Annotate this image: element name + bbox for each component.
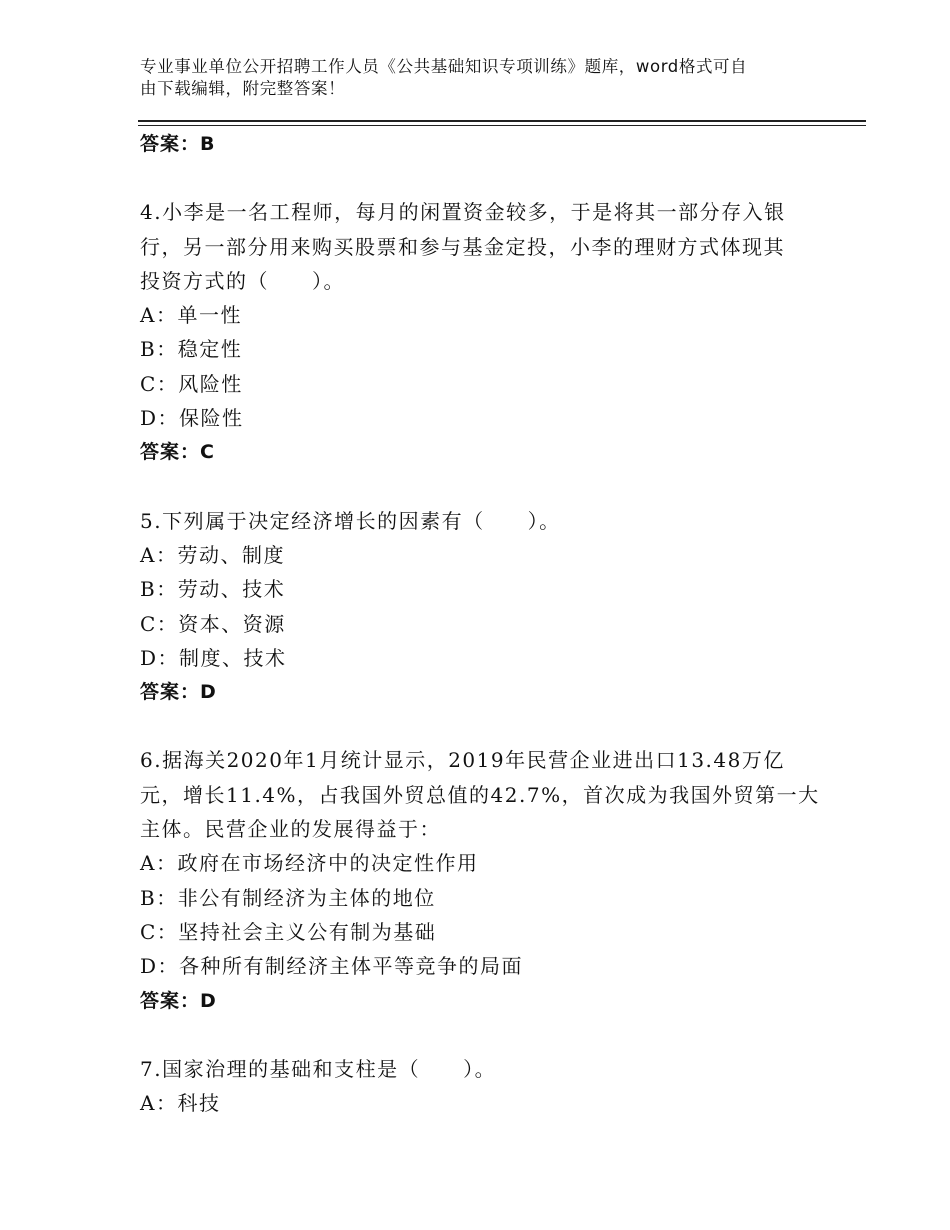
- option-b: B：劳动、技术: [140, 577, 286, 602]
- question-stem: 5.下列属于决定经济增长的因素有（ ）。: [140, 508, 561, 533]
- header-line-2: 由下载编辑，附完整答案！: [140, 79, 346, 98]
- answer-line: 答案：D: [140, 989, 217, 1012]
- option-c: C：坚持社会主义公有制为基础: [140, 919, 437, 944]
- option-c: C：资本、资源: [140, 611, 286, 636]
- option-c: C：风险性: [140, 371, 243, 396]
- answer-line: 答案：D: [140, 681, 217, 704]
- spacer: [140, 1018, 820, 1052]
- header-rule-thin: [138, 125, 866, 126]
- answer-line: 答案：B: [140, 133, 216, 155]
- question-stem: 元，增长11.4%，占我国外贸总值的42.7%，首次成为我国外贸第一大: [140, 782, 820, 807]
- question-block: [140, 195, 820, 469]
- question-block: [140, 1052, 820, 1121]
- option-a: A：单一性: [140, 303, 242, 328]
- header-line-1: 专业事业单位公开招聘工作人员《公共基础知识专项训练》题库，word格式可自: [140, 57, 748, 76]
- option-a: A：劳动、制度: [140, 542, 285, 567]
- option-a: A：政府在市场经济中的决定性作用: [140, 851, 479, 876]
- header-rule-thick: [138, 120, 866, 122]
- question-block: [140, 504, 820, 710]
- option-b: B：非公有制经济为主体的地位: [140, 885, 436, 910]
- question-stem: 投资方式的（ ）。: [140, 268, 345, 293]
- option-d: D：制度、技术: [140, 645, 287, 670]
- option-b: B：稳定性: [140, 337, 243, 362]
- question-stem: 7.国家治理的基础和支柱是（ ）。: [140, 1056, 497, 1081]
- question-list: [140, 127, 820, 1120]
- answer-line: 答案：C: [140, 441, 215, 464]
- spacer: [140, 470, 820, 504]
- document-header: [140, 56, 820, 100]
- spacer: [140, 709, 820, 743]
- question-stem: 6.据海关2020年1月统计显示，2019年民营企业进出口13.48万亿: [140, 748, 785, 773]
- spacer: [140, 161, 820, 195]
- option-d: D：保险性: [140, 406, 244, 431]
- question-stem: 4.小李是一名工程师，每月的闲置资金较多，于是将其一部分存入银: [140, 200, 786, 225]
- question-stem: 行，另一部分用来购买股票和参与基金定投，小李的理财方式体现其: [140, 234, 785, 259]
- question-stem: 主体。民营企业的发展得益于：: [140, 817, 441, 842]
- option-a: A：科技: [140, 1091, 221, 1116]
- option-d: D：各种所有制经济主体平等竞争的局面: [140, 954, 524, 979]
- question-block: [140, 743, 820, 1017]
